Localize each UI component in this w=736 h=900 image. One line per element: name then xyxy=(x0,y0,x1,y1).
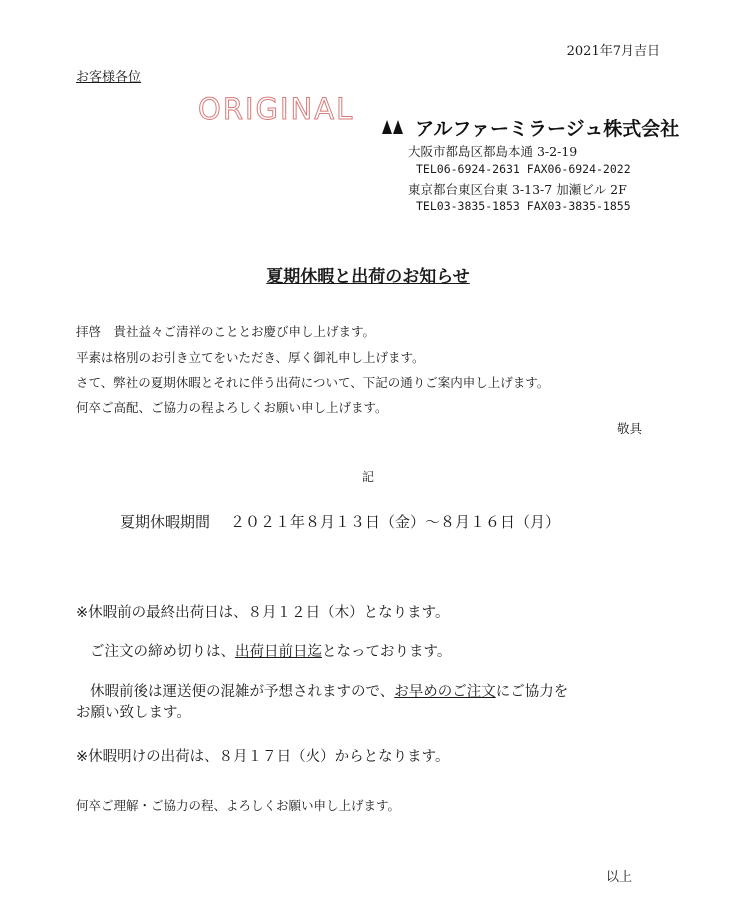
body-line-request: 何卒ご高配、ご協力の程よろしくお願い申し上げます。 xyxy=(76,400,388,415)
notice-title: 夏期休暇と出荷のお知らせ xyxy=(266,267,470,287)
document-date: 2021年7月吉日 xyxy=(566,44,660,59)
body-line-announcement: さて、弊社の夏期休暇とそれに伴う出荷について、下記の通りご案内申し上げます。 xyxy=(76,375,550,390)
final-request-line: 何卒ご理解・ご協力の程、よろしくお願い申し上げます。 xyxy=(76,798,401,813)
congestion-prefix: 休暇前後は運送便の混雑が予想されますので、 xyxy=(90,684,395,700)
holiday-period-label: 夏期休暇期間 xyxy=(120,513,211,531)
osaka-address: 大阪市都島区都島本通 3-2-19 xyxy=(408,144,578,159)
congestion-emphasis: お早めのご注文 xyxy=(394,684,496,700)
body-line-thanks: 平素は格別のお引き立てをいただき、厚く御礼申し上げます。 xyxy=(76,350,425,365)
order-deadline-note xyxy=(90,640,451,661)
last-shipping-note: ※休暇前の最終出荷日は、８月１２日（木）となります。 xyxy=(76,605,450,621)
tokyo-address: 東京都台東区台東 3-13-7 加瀬ビル 2F xyxy=(408,182,627,197)
osaka-phone-fax: TEL06-6924-2631 FAX06-6924-2022 xyxy=(416,162,631,176)
congestion-note-line2: お願い致します。 xyxy=(76,705,191,721)
company-name: アルファーミラージュ株式会社 xyxy=(415,118,680,140)
closing-keigu: 敬具 xyxy=(616,421,642,436)
ki-marker: 記 xyxy=(361,470,374,484)
tokyo-phone-fax: TEL03-3835-1853 FAX03-3835-1855 xyxy=(416,199,631,213)
recipient-line: お客様各位 xyxy=(76,70,142,85)
order-deadline-prefix: ご注文の締め切りは、 xyxy=(90,644,235,660)
original-stamp: ORIGINAL xyxy=(198,92,355,126)
order-deadline-emphasis: 出荷日前日迄 xyxy=(235,644,322,660)
body-line-greeting: 拝啓 貴社益々ご清祥のこととお慶び申し上げます。 xyxy=(76,324,376,339)
company-header xyxy=(382,114,679,141)
congestion-suffix: にご協力を xyxy=(495,684,569,700)
double-triangle-logo-icon xyxy=(382,118,404,138)
holiday-period-value: ２０２１年８月１３日（金）～８月１６日（月） xyxy=(230,513,561,531)
congestion-note xyxy=(90,680,568,701)
ijo-end-marker: 以上 xyxy=(605,870,632,885)
resume-shipping-note: ※休暇明けの出荷は、８月１７日（火）からとなります。 xyxy=(76,749,450,765)
order-deadline-suffix: となっております。 xyxy=(322,644,452,660)
holiday-period xyxy=(120,511,560,532)
